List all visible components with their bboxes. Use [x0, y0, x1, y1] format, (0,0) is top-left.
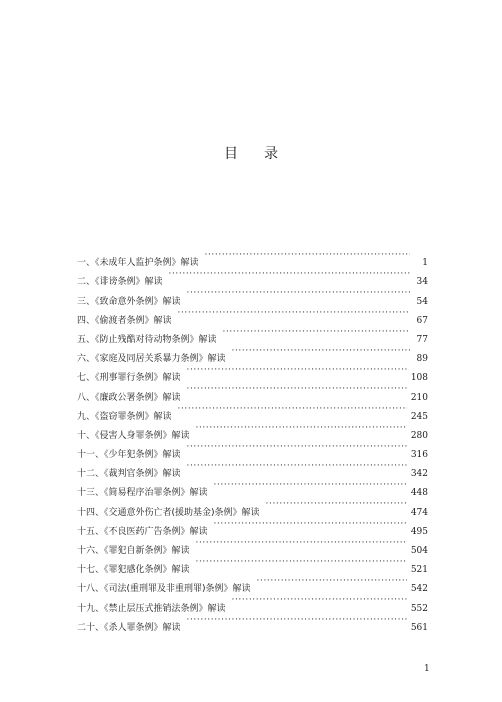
toc-entry-label: 九、《盗窃罪条例》解读 — [77, 411, 172, 422]
toc-entry-page: 504 — [410, 546, 428, 556]
page-title: 目录 — [224, 146, 304, 162]
toc-leader-dots — [232, 591, 407, 610]
table-of-contents — [77, 246, 428, 633]
toc-entry-page: 77 — [416, 334, 428, 345]
toc-leader-dots — [266, 495, 407, 514]
toc-leader-dots — [196, 553, 407, 572]
footer-page-number: 1 — [424, 664, 430, 674]
toc-leader-dots — [257, 572, 407, 591]
toc-entry-page: 108 — [410, 373, 428, 384]
toc-entry-page: 316 — [410, 450, 428, 461]
toc-leader-dots — [205, 246, 410, 265]
toc-leader-dots — [187, 457, 407, 476]
toc-entry-page: 245 — [410, 411, 428, 422]
toc-entry-page: 89 — [416, 354, 428, 365]
toc-entry-page: 552 — [410, 603, 428, 614]
toc-entry-page: 54 — [416, 296, 428, 307]
toc-entry-label: 十七、《罪犯感化条例》解读 — [77, 565, 190, 576]
toc-entry-page: 67 — [416, 315, 428, 326]
toc-leader-dots — [169, 265, 410, 284]
toc-entry[interactable] — [77, 246, 428, 269]
toc-entry-label: 一、《未成年人监护条例》解读 — [77, 258, 199, 269]
toc-entry-label: 七、《刑事罪行条例》解读 — [77, 373, 181, 384]
toc-entry-label: 十四、《交通意外伤亡者(援助基金)条例》解读 — [77, 507, 260, 518]
toc-leader-dots — [196, 419, 407, 438]
toc-leader-dots — [187, 380, 407, 399]
toc-entry-label: 十九、《禁止层压式推销法条例》解读 — [77, 603, 226, 614]
toc-entry-page: 448 — [410, 488, 428, 499]
toc-leader-dots — [187, 361, 407, 380]
toc-leader-dots — [214, 515, 407, 534]
toc-leader-dots — [214, 476, 407, 495]
toc-leader-dots — [232, 342, 410, 361]
toc-entry-label: 四、《偷渡者条例》解读 — [77, 315, 172, 326]
toc-leader-dots — [196, 534, 407, 553]
toc-entry-label: 五、《防止残酷对待动物条例》解读 — [77, 334, 217, 345]
toc-entry-label: 十五、《不良医药广告条例》解读 — [77, 526, 208, 537]
toc-entry-page: 495 — [410, 526, 428, 537]
toc-entry-label: 十二、《裁判官条例》解读 — [77, 469, 181, 480]
toc-entry-label: 二十、《杀人罪条例》解读 — [77, 622, 181, 633]
toc-entry-page: 280 — [410, 430, 428, 441]
toc-entry-page: 342 — [410, 469, 428, 480]
toc-leader-dots — [178, 304, 410, 323]
toc-entry-page: 521 — [410, 565, 428, 576]
toc-entry-label: 十一、《少年犯条例》解读 — [77, 450, 181, 461]
toc-leader-dots — [187, 284, 410, 303]
toc-entry-page: 210 — [410, 392, 428, 403]
toc-leader-dots — [187, 611, 407, 630]
toc-entry-page: 542 — [410, 584, 428, 595]
toc-entry-label: 三、《致命意外条例》解读 — [77, 296, 181, 307]
toc-leader-dots — [187, 438, 407, 457]
toc-entry-label: 十八、《司法(重刑罪及非重刑罪)条例》解读 — [77, 584, 251, 595]
toc-leader-dots — [223, 323, 410, 342]
toc-entry-label: 十六、《罪犯自新条例》解读 — [77, 546, 190, 556]
toc-entry-page: 34 — [416, 277, 428, 288]
toc-entry-label: 十三、《简易程序治罪条例》解读 — [77, 488, 208, 499]
toc-entry-label: 十、《侵害人身罪条例》解读 — [77, 430, 190, 441]
toc-entry-page: 561 — [410, 622, 428, 633]
toc-entry-label: 二、《诽谤条例》解读 — [77, 277, 163, 288]
toc-entry-label: 六、《家庭及同居关系暴力条例》解读 — [77, 354, 226, 365]
toc-entry-page: 474 — [410, 507, 428, 518]
toc-entry-label: 八、《廉政公署条例》解读 — [77, 392, 181, 403]
toc-entry-page: 1 — [422, 258, 428, 269]
toc-leader-dots — [178, 400, 407, 419]
